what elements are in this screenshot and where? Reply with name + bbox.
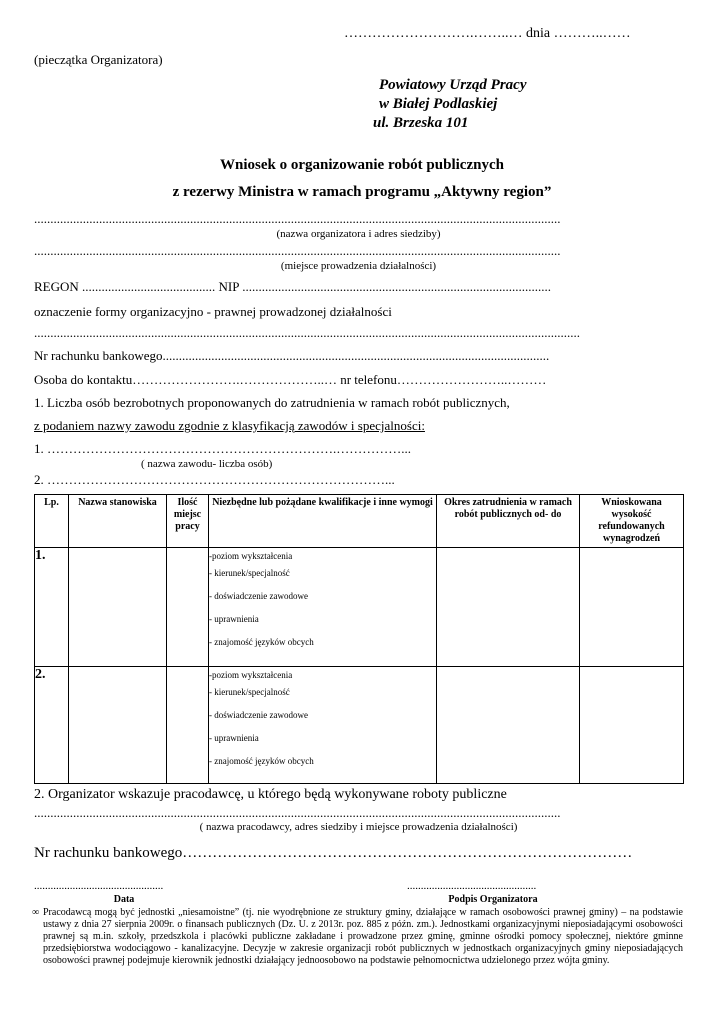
question-1: 1. Liczba osób bezrobotnych proponowanych do zatrudnienia w ramach robót publicznych, [34, 395, 510, 410]
header-count: Ilość miejsc pracy [167, 495, 209, 548]
footnote-text: Pracodawcą mogą być jednostki „niesamoistne” (tj. nie wyodrębnione ze struktury gminy, działające w ramach osobowości prawnej gminy) – na podstawie ustawy z dnia 27 sierpnia 2009r. o finansach publicznych (Dz. U. z 2013r. poz. 885 z późn. zm.). Jednostkami organizacyjnymi nieposiadającymi osobowości prawnej są m.in. szkoły, przedszkola i placówki publiczne zakładane i prowadzone przez gminę, gminne ośrodki pomocy społecznej, niektóre gminne przedsiębiorstwa wodociągowo - kanalizacyjne. Decyzje w zakresie organizacji robót publicznych w jednostkach organizacyjnych gminy nieposiadających osobowości prawnej podejmuje kierownik jednostki działający jednoosobowo na podstawie pełnomocnictwa udzielonego przez wójta gminy. [43, 907, 683, 966]
salary-cell[interactable] [580, 667, 684, 784]
org-name-caption: (nazwa organizatora i adres siedziby) [276, 228, 441, 240]
footnote-symbol: ∞ [32, 907, 40, 918]
table-row [35, 667, 684, 784]
header-period: Okres zatrudnienia w ramach robót publicznych od- do [437, 495, 580, 548]
stamp-label: (pieczątka Organizatora) [34, 52, 163, 67]
place-caption: (miejsce prowadzenia działalności) [280, 260, 437, 272]
req-education: -poziom wykształcenia [209, 670, 293, 680]
office-city: w Białej Podlaskiej [379, 96, 498, 112]
employer-caption: ( nazwa pracodawcy, adres siedziby i miejsce prowadzenia działalności) [199, 821, 518, 833]
profession-item-1[interactable]: 1. ………………………………………………………….……………... [34, 441, 411, 456]
salary-cell[interactable] [580, 548, 684, 667]
header-requirements: Niezbędne lub pożądane kwalifikacje i inne wymogi [209, 495, 437, 548]
requirements-cell[interactable] [209, 667, 437, 784]
row-number: 1. [35, 548, 69, 667]
header-salary: Wnioskowana wysokość refundowanych wynagrodzeń [580, 495, 684, 548]
org-form-label: oznaczenie formy organizacyjno - prawnej prowadzonej działalności [34, 304, 392, 319]
employer-field[interactable]: .................................................................................................................................................................. [34, 805, 561, 820]
requirements-cell[interactable] [209, 548, 437, 667]
profession-caption: ( nazwa zawodu- liczba osób) [141, 458, 273, 470]
bank-account-field[interactable]: Nr rachunku bankowego....................................................................................................................... [34, 348, 550, 363]
signature-field[interactable]: ............................................... [407, 880, 537, 892]
req-licenses: - uprawnienia [209, 733, 259, 743]
req-specialization: - kierunek/specjalność [209, 687, 290, 697]
req-specialization: - kierunek/specjalność [209, 568, 290, 578]
req-languages: - znajomość języków obcych [209, 637, 314, 647]
table-row [35, 548, 684, 667]
position-cell[interactable] [69, 667, 167, 784]
form-title-line2: z rezerwy Ministra w ramach programu „Aktywny region” [172, 184, 552, 200]
date-field[interactable]: ............................................... [34, 880, 164, 892]
count-cell[interactable] [167, 548, 209, 667]
date-line: ……………………….……..… dnia ………..…… [344, 26, 631, 41]
contact-field[interactable]: Osoba do kontaktu…………………….………………..… nr telefonu……………………..……… [34, 372, 547, 387]
form-title-line1: Wniosek o organizowanie robót publicznych [220, 157, 504, 173]
profession-item-2[interactable]: 2. ……………………………………………………………………... [34, 472, 395, 487]
req-experience: - doświadczenie zawodowe [209, 710, 308, 720]
question-1-detail: z podaniem nazwy zawodu zgodnie z klasyfikacją zawodów i specjalności: [34, 418, 425, 433]
org-form-field[interactable]: ........................................................................................................................................................................ [34, 325, 580, 340]
table-header-row [35, 495, 684, 548]
header-position: Nazwa stanowiska [69, 495, 167, 548]
regon-nip-field[interactable]: REGON ......................................... NIP ............................................................................................... [34, 279, 551, 294]
office-name: Powiatowy Urząd Pracy [379, 77, 527, 93]
req-education: -poziom wykształcenia [209, 551, 293, 561]
date-label: Data [113, 894, 135, 905]
question-2: 2. Organizator wskazuje pracodawcę, u którego będą wykonywane roboty publiczne [34, 787, 507, 802]
req-licenses: - uprawnienia [209, 614, 259, 624]
position-cell[interactable] [69, 548, 167, 667]
count-cell[interactable] [167, 667, 209, 784]
period-cell[interactable] [437, 548, 580, 667]
signature-label: Podpis Organizatora [448, 894, 538, 905]
office-street: ul. Brzeska 101 [373, 115, 469, 131]
req-experience: - doświadczenie zawodowe [209, 591, 308, 601]
period-cell[interactable] [437, 667, 580, 784]
positions-table [34, 494, 684, 784]
req-languages: - znajomość języków obcych [209, 756, 314, 766]
employer-bank-field[interactable]: Nr rachunku bankowego……………………………………………………………………………… [34, 845, 633, 861]
header-lp: Lp. [35, 495, 69, 548]
org-name-field[interactable]: .................................................................................................................................................................. [34, 211, 561, 226]
place-field[interactable]: .................................................................................................................................................................. [34, 243, 561, 258]
row-number: 2. [35, 667, 69, 784]
